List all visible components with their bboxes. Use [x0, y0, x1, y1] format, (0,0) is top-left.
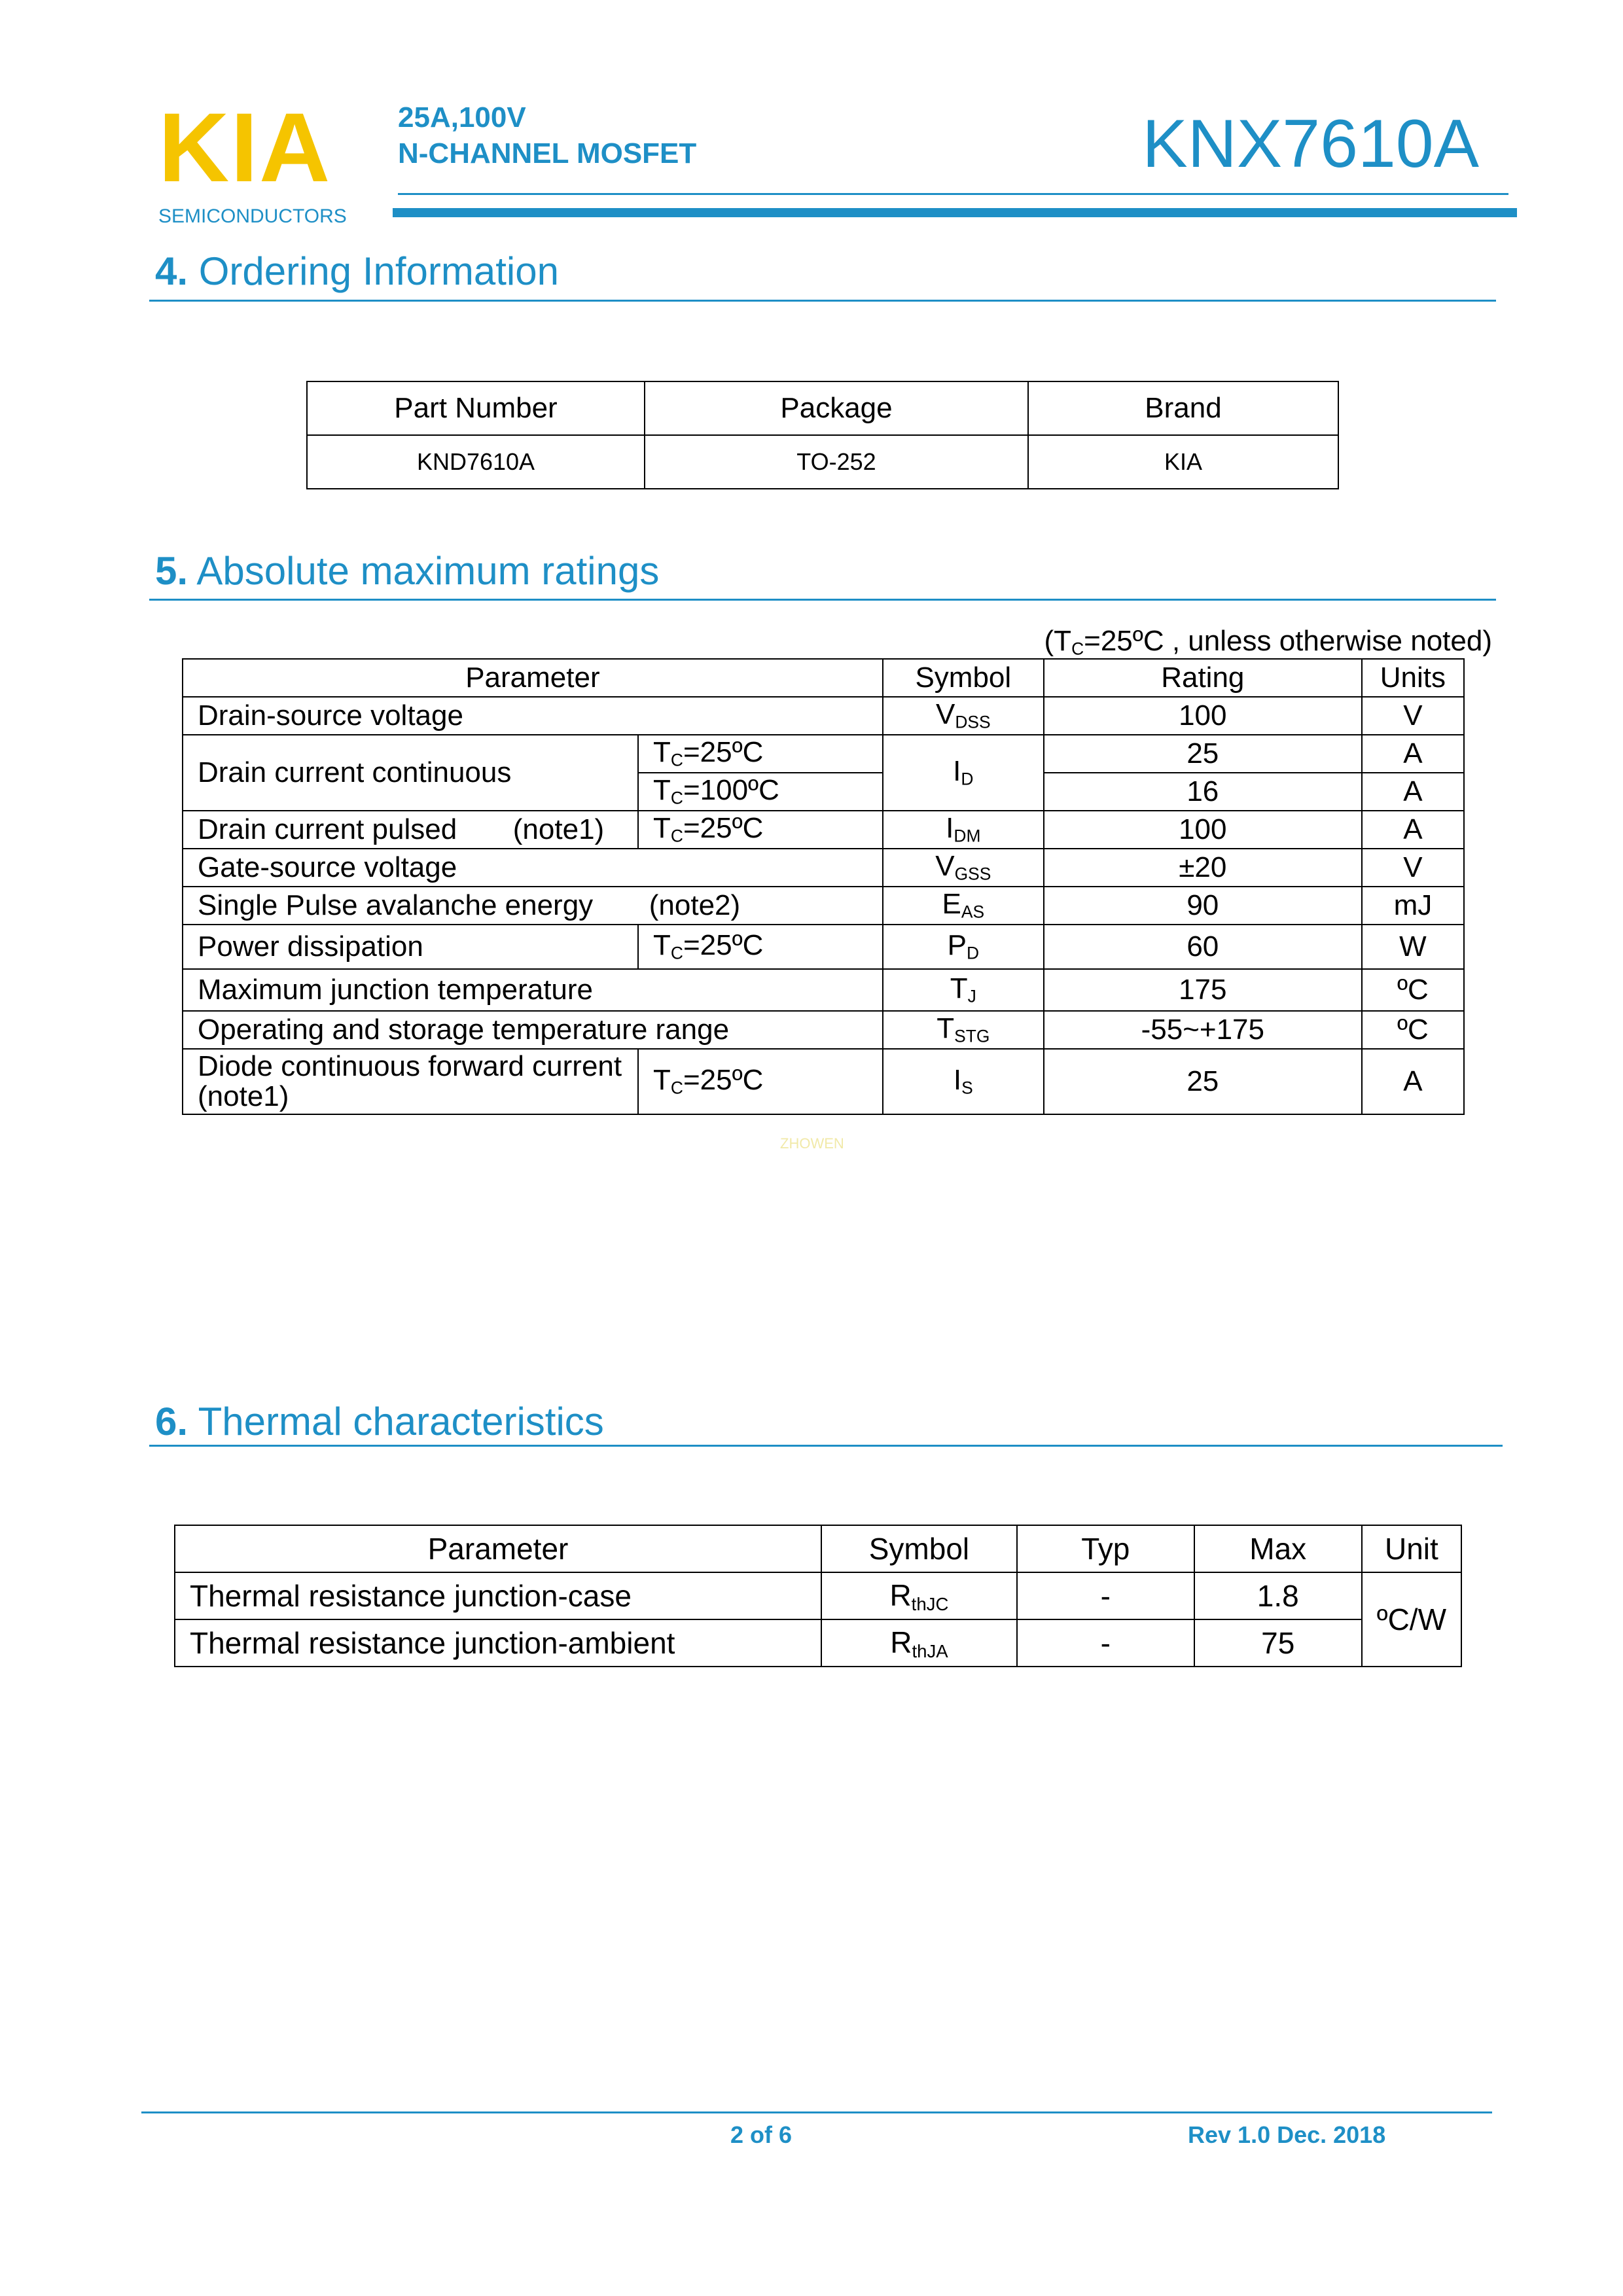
param-cell: Gate-source voltage — [183, 849, 883, 887]
table-row — [183, 735, 1464, 773]
col-header: Symbol — [821, 1525, 1017, 1572]
cell: KIA — [1028, 435, 1338, 489]
col-header: Parameter — [183, 659, 883, 697]
table-row — [307, 435, 1338, 489]
rating-cell: 100 — [1044, 811, 1362, 849]
typ-cell: - — [1017, 1619, 1194, 1667]
section-6-rule — [149, 1445, 1503, 1447]
col-header: Typ — [1017, 1525, 1194, 1572]
param-cell: Operating and storage temperature range — [183, 1011, 883, 1049]
table-row — [183, 1011, 1464, 1049]
unit-cell: ºC — [1362, 969, 1464, 1011]
footer-rule — [141, 2111, 1492, 2113]
section-4-heading: 4. Ordering Information — [155, 249, 559, 293]
rating-cell: 100 — [1044, 697, 1362, 735]
typ-cell: - — [1017, 1572, 1194, 1619]
table-row — [183, 969, 1464, 1011]
table-row — [183, 925, 1464, 969]
param-cell: Drain current pulsed (note1) — [183, 811, 638, 849]
rating-cell: 175 — [1044, 969, 1362, 1011]
section-5-heading: 5. Absolute maximum ratings — [155, 549, 660, 593]
rating-cell: 16 — [1044, 773, 1362, 811]
param-cell: Diode continuous forward current (note1) — [183, 1049, 638, 1114]
section-5-rule — [149, 599, 1496, 601]
unit-cell: A — [1362, 735, 1464, 773]
col-header: Part Number — [307, 381, 645, 435]
symbol-cell: $T_{STG}$ — [883, 1011, 1044, 1049]
unit-cell: ºC/W — [1362, 1572, 1461, 1667]
rating-cell: ±20 — [1044, 849, 1362, 887]
param-cell: Drain-source voltage — [183, 697, 883, 735]
table-row — [175, 1619, 1461, 1667]
symbol-cell: $R_{thJC}$ — [821, 1572, 1017, 1619]
col-header: Rating — [1044, 659, 1362, 697]
col-header: Brand — [1028, 381, 1338, 435]
watermark: ZHOWEN — [780, 1135, 844, 1152]
page-number: 2 of 6 — [730, 2121, 793, 2148]
unit-cell: A — [1362, 811, 1464, 849]
ordering-table — [306, 381, 1339, 489]
table-row — [183, 849, 1464, 887]
rating-cell: -55~+175 — [1044, 1011, 1362, 1049]
condition-cell: $T_C=100ºC$ — [638, 773, 883, 811]
spec-rating: 25A,100V — [398, 101, 526, 133]
unit-cell: A — [1362, 773, 1464, 811]
table-row — [175, 1572, 1461, 1619]
symbol-cell: $V_{GSS}$ — [883, 849, 1044, 887]
table-header-row — [307, 381, 1338, 435]
rating-cell: 60 — [1044, 925, 1362, 969]
unit-cell: A — [1362, 1049, 1464, 1114]
unit-cell: V — [1362, 849, 1464, 887]
symbol-cell: $V_{DSS}$ — [883, 697, 1044, 735]
unit-cell: mJ — [1362, 887, 1464, 925]
cell: TO-252 — [645, 435, 1028, 489]
col-header: Package — [645, 381, 1028, 435]
unit-cell: W — [1362, 925, 1464, 969]
header-rule-thick — [393, 208, 1517, 217]
thermal-table — [174, 1525, 1462, 1667]
rating-cell: 25 — [1044, 1049, 1362, 1114]
absolute-max-ratings-table — [182, 658, 1465, 1115]
rating-cell: 25 — [1044, 735, 1362, 773]
test-condition-note: ($T_C=25ºC$ , unless otherwise noted) — [1044, 625, 1492, 659]
symbol-cell: $T_J$ — [883, 969, 1044, 1011]
max-cell: 75 — [1194, 1619, 1362, 1667]
symbol-cell: $P_D$ — [883, 925, 1044, 969]
symbol-cell: $R_{thJA}$ — [821, 1619, 1017, 1667]
rating-cell: 90 — [1044, 887, 1362, 925]
logo-subtitle: SEMICONDUCTORS — [158, 205, 347, 227]
section-6-heading: 6. Thermal characteristics — [155, 1400, 604, 1443]
max-cell: 1.8 — [1194, 1572, 1362, 1619]
param-cell: Drain current continuous — [183, 735, 638, 811]
param-cell: Single Pulse avalanche energy (note2) — [183, 887, 883, 925]
param-cell: Maximum junction temperature — [183, 969, 883, 1011]
condition-cell: $T_C=25ºC$ — [638, 1049, 883, 1114]
condition-cell: $T_C=25ºC$ — [638, 735, 883, 773]
table-header-row — [183, 659, 1464, 697]
unit-cell: V — [1362, 697, 1464, 735]
col-header: Unit — [1362, 1525, 1461, 1572]
header-rule-thin — [398, 193, 1508, 195]
param-cell: Thermal resistance junction-case — [175, 1572, 821, 1619]
param-cell: Power dissipation — [183, 925, 638, 969]
col-header: Symbol — [883, 659, 1044, 697]
cell: KND7610A — [307, 435, 645, 489]
table-row — [183, 1049, 1464, 1114]
col-header: Units — [1362, 659, 1464, 697]
table-header-row — [175, 1525, 1461, 1572]
symbol-cell: $I_D$ — [883, 735, 1044, 811]
unit-cell: ºC — [1362, 1011, 1464, 1049]
table-row — [183, 811, 1464, 849]
col-header: Parameter — [175, 1525, 821, 1572]
kia-logo: KIA — [158, 92, 332, 202]
symbol-cell: $E_{AS}$ — [883, 887, 1044, 925]
param-cell: Thermal resistance junction-ambient — [175, 1619, 821, 1667]
condition-cell: $T_C=25ºC$ — [638, 811, 883, 849]
condition-cell: $T_C=25ºC$ — [638, 925, 883, 969]
symbol-cell: $I_{DM}$ — [883, 811, 1044, 849]
spec-type: N-CHANNEL MOSFET — [398, 137, 697, 169]
part-number-title: KNX7610A — [1142, 106, 1479, 182]
revision-date: Rev 1.0 Dec. 2018 — [1188, 2121, 1386, 2148]
symbol-cell: $I_S$ — [883, 1049, 1044, 1114]
section-4-rule — [149, 300, 1496, 302]
table-row — [183, 887, 1464, 925]
col-header: Max — [1194, 1525, 1362, 1572]
table-row — [183, 697, 1464, 735]
